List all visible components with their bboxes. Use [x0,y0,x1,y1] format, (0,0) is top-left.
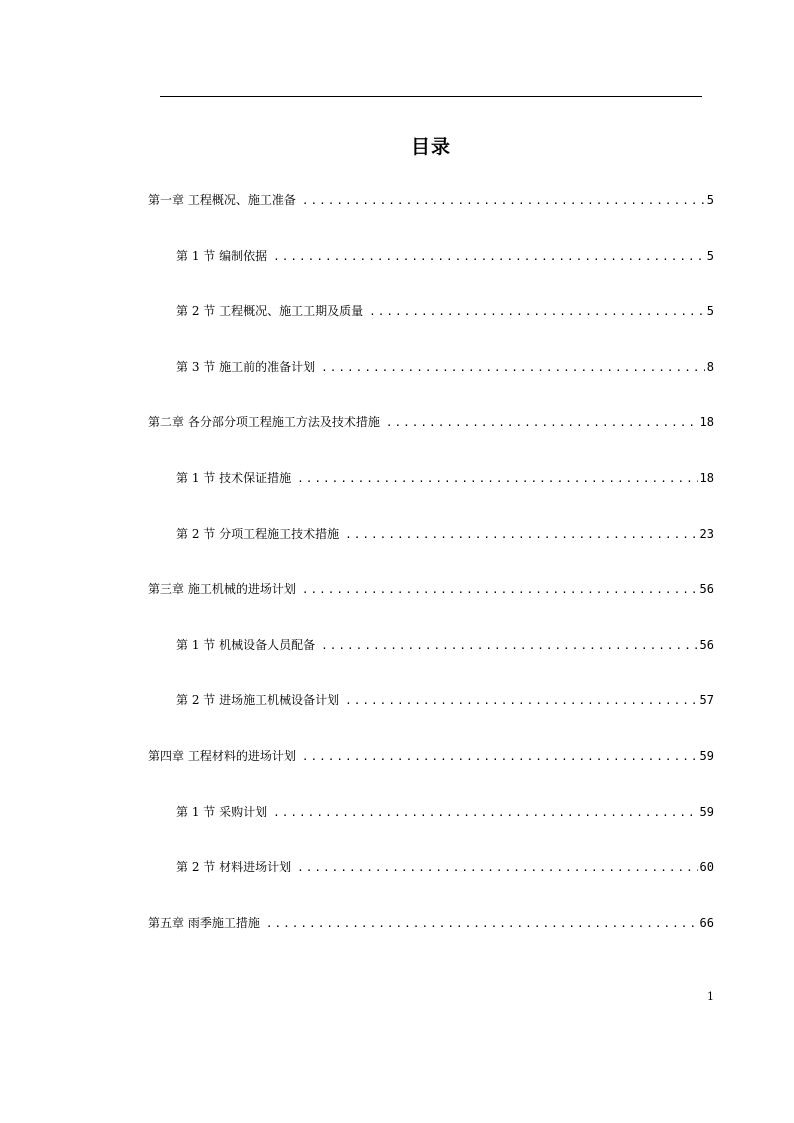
toc-dot-leader [297,469,697,489]
toc-chapter-entry[interactable] [148,913,714,933]
toc-entry-page: 18 [699,415,714,430]
toc-entry-label: 第一章 工程概况、施工准备 [148,193,296,207]
toc-entry-page: 5 [706,248,714,263]
toc-entry-page: 18 [699,471,714,485]
toc-entry-label: 第 2 节 分项工程施工技术措施 [176,526,340,541]
toc-entry-label: 第 2 节 工程概况、施工工期及质量 [176,304,364,319]
toc-chapter-entry[interactable] [148,579,714,599]
toc-section-entry[interactable] [176,357,714,377]
toc-section-entry[interactable] [176,802,714,822]
toc-dot-leader [321,358,705,378]
toc-entry-label: 第 3 节 施工前的准备计划 [176,359,316,374]
toc-entry-label: 第五章 雨季施工措施 [148,915,260,930]
toc-entry-label: 第 2 节 材料进场计划 [176,860,292,875]
toc-section-entry[interactable] [176,524,714,544]
toc-dot-leader [302,747,698,767]
toc-entry-page: 60 [699,860,714,875]
toc-chapter-entry[interactable] [148,746,714,766]
toc-entry-label: 第三章 施工机械的进场计划 [148,582,296,597]
toc-entry-page: 5 [706,304,714,319]
page-number: 1 [707,990,714,1003]
toc-dot-leader [386,413,698,433]
toc-dot-leader [297,858,697,878]
toc-dot-leader [273,247,705,267]
toc-entry-page: 59 [699,749,714,763]
toc-entry-page: 66 [699,915,714,930]
toc-dot-leader [345,691,697,711]
toc-section-entry[interactable] [176,246,714,266]
toc-entry-page: 5 [706,193,714,207]
toc-entry-label: 第 1 节 技术保证措施 [176,471,292,485]
toc-dot-leader [266,914,698,934]
toc-section-entry[interactable] [176,635,714,655]
toc-entry-label: 第 2 节 进场施工机械设备计划 [176,693,340,708]
header-rule [160,96,702,97]
toc-chapter-entry[interactable] [148,412,714,432]
toc-entry-page: 23 [699,526,714,541]
toc-entry-label: 第 1 节 机械设备人员配备 [176,637,316,652]
toc-section-entry[interactable] [176,690,714,710]
toc-dot-leader [321,636,697,656]
toc-entry-page: 56 [699,582,714,597]
toc-entry-page: 8 [706,359,714,374]
toc-entry-page: 57 [699,693,714,708]
toc-dot-leader [302,191,705,211]
toc-dot-leader [273,803,697,823]
toc-entry-page: 56 [699,637,714,652]
toc-section-entry[interactable] [176,468,714,488]
toc-entry-label: 第二章 各分部分项工程施工方法及技术措施 [148,415,380,430]
toc-entry-label: 第 1 节 采购计划 [176,804,268,819]
toc-dot-leader [345,525,697,545]
toc-entry-label: 第 1 节 编制依据 [176,248,268,263]
page-title: 目录 [410,136,451,158]
toc-dot-leader [302,580,698,600]
toc-chapter-entry[interactable] [148,190,714,210]
toc-dot-leader [369,302,705,322]
toc-section-entry[interactable] [176,301,714,321]
toc-section-entry[interactable] [176,857,714,877]
toc-entry-page: 59 [699,804,714,819]
toc-entry-label: 第四章 工程材料的进场计划 [148,749,296,763]
